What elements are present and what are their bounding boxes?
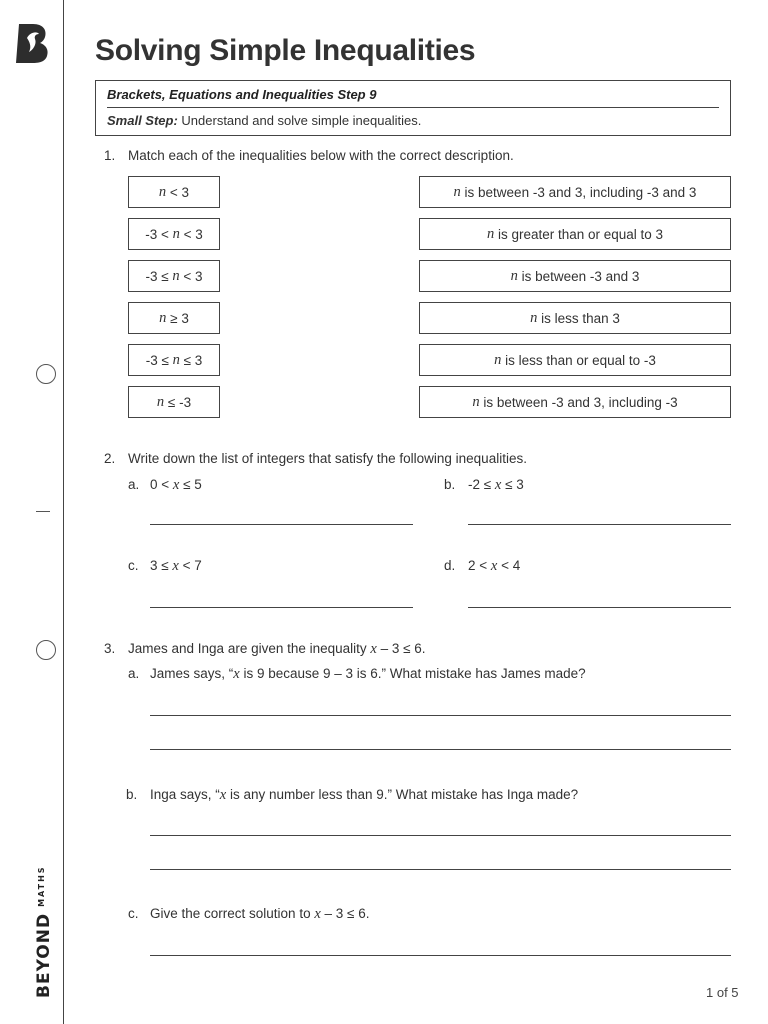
- inequality-box[interactable]: n < 3: [128, 176, 220, 208]
- q2d-label: d.: [444, 558, 456, 573]
- margin-line: [63, 0, 64, 1024]
- q1-number: 1.: [104, 148, 116, 163]
- inequality-box[interactable]: -3 < n < 3: [128, 218, 220, 250]
- q3b-label: b.: [126, 787, 138, 802]
- q2b-label: b.: [444, 477, 456, 492]
- inequality-box[interactable]: -3 ≤ n < 3: [128, 260, 220, 292]
- fold-mark: [36, 511, 50, 512]
- q3a-text: James says, “x is 9 because 9 – 3 is 6.” What mistake has James made?: [150, 666, 586, 682]
- q2d-answer-line[interactable]: [468, 607, 731, 608]
- q3b-answer-line[interactable]: [150, 835, 731, 836]
- brand-sub: MATHS: [37, 865, 46, 907]
- q3b-answer-line[interactable]: [150, 869, 731, 870]
- q3a-answer-line[interactable]: [150, 749, 731, 750]
- description-box[interactable]: n is less than or equal to -3: [419, 344, 731, 376]
- step-box: [95, 80, 731, 136]
- description-box[interactable]: n is greater than or equal to 3: [419, 218, 731, 250]
- q2d-inequality: 2 < x < 4: [468, 558, 521, 574]
- page-title: Solving Simple Inequalities: [95, 34, 476, 67]
- description-box[interactable]: n is between -3 and 3: [419, 260, 731, 292]
- q2c-answer-line[interactable]: [150, 607, 413, 608]
- small-step-line: [107, 113, 421, 128]
- punch-hole-top: [36, 364, 56, 384]
- q2a-answer-line[interactable]: [150, 524, 413, 525]
- q3c-answer-line[interactable]: [150, 955, 731, 956]
- description-box[interactable]: n is between -3 and 3, including -3 and 3: [419, 176, 731, 208]
- inequality-box[interactable]: n ≥ 3: [128, 302, 220, 334]
- description-box[interactable]: n is between -3 and 3, including -3: [419, 386, 731, 418]
- q2b-inequality: -2 ≤ x ≤ 3: [468, 477, 524, 493]
- step-heading: Brackets, Equations and Inequalities Step 9: [107, 87, 377, 102]
- beyond-logo-icon: [15, 22, 51, 64]
- q2a-inequality: 0 < x ≤ 5: [150, 477, 202, 493]
- q3a-answer-line[interactable]: [150, 715, 731, 716]
- q3a-label: a.: [128, 666, 140, 681]
- brand-vertical: [34, 865, 54, 998]
- brand-main: BEYOND: [34, 912, 54, 998]
- q1-text: Match each of the inequalities below with the correct description.: [128, 148, 514, 163]
- small-step-text: Understand and solve simple inequalities.: [177, 113, 422, 128]
- q2-text: Write down the list of integers that satisfy the following inequalities.: [128, 451, 527, 466]
- inequality-box[interactable]: n ≤ -3: [128, 386, 220, 418]
- q3b-text: Inga says, “x is any number less than 9.” What mistake has Inga made?: [150, 787, 579, 803]
- q3c-label: c.: [128, 906, 139, 921]
- q2c-inequality: 3 ≤ x < 7: [150, 558, 202, 574]
- q3c-text: Give the correct solution to x – 3 ≤ 6.: [150, 906, 370, 922]
- small-step-label: Small Step:: [107, 113, 178, 128]
- q2b-answer-line[interactable]: [468, 524, 731, 525]
- q3-text: James and Inga are given the inequality x – 3 ≤ 6.: [128, 641, 426, 657]
- inequality-box[interactable]: -3 ≤ n ≤ 3: [128, 344, 220, 376]
- q2a-label: a.: [128, 477, 140, 492]
- step-divider: [107, 107, 719, 108]
- q2c-label: c.: [128, 558, 139, 573]
- page-number: 1 of 5: [706, 985, 739, 1000]
- q3-number: 3.: [104, 641, 116, 656]
- punch-hole-bottom: [36, 640, 56, 660]
- q2-number: 2.: [104, 451, 116, 466]
- description-box[interactable]: n is less than 3: [419, 302, 731, 334]
